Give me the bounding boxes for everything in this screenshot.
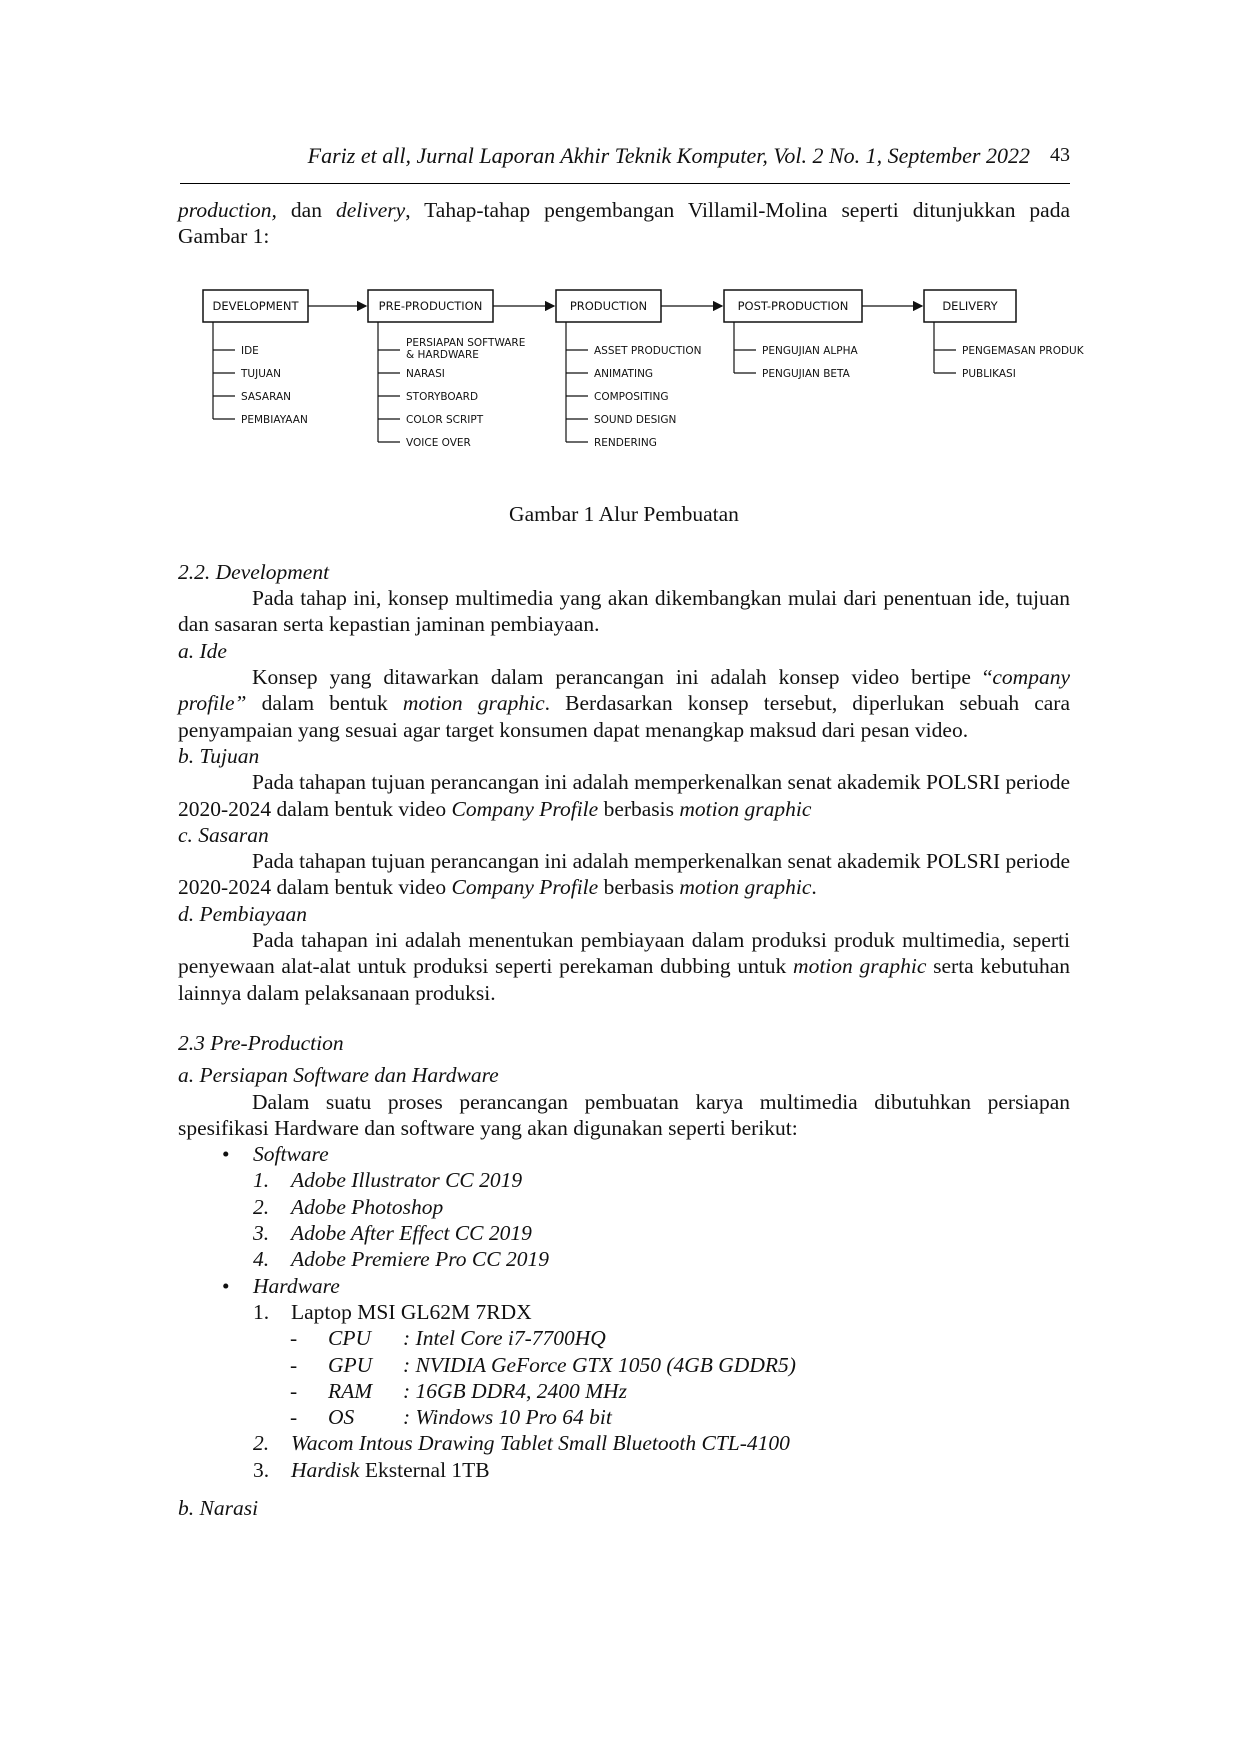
- stage-pre-production: [368, 290, 525, 449]
- text: . Berdasarkan konsep tersebut, diperlukan sebuah cara penyampaian yang sesuai agar target konsumen dapat menangkap maksud dari pesan video.: [178, 691, 1070, 742]
- stage-production: [556, 290, 702, 449]
- flow-diagram: [178, 290, 1084, 495]
- tujuan-paragraph: [178, 769, 1070, 822]
- software-bullet: [178, 1141, 1070, 1167]
- text: Pada tahapan ini adalah menentukan pembiayaan dalam produksi produk multimedia, seperti penyewaan alat-alat untuk produksi seperti perekaman dubbing untuk: [178, 928, 1070, 979]
- term: motion graphic: [402, 691, 545, 716]
- item-text: Adobe Illustrator CC 2019: [291, 1168, 523, 1193]
- running-header: [180, 143, 1070, 184]
- item-number: 2.: [253, 1431, 270, 1456]
- stage-item: VOICE OVER: [406, 436, 471, 449]
- item-text: Hardisk: [291, 1457, 360, 1482]
- list-item: [178, 1220, 1070, 1246]
- subheading-narasi: b. Narasi: [178, 1495, 259, 1520]
- running-title: Fariz et all, Jurnal Laporan Akhir Teknik Komputer, Vol. 2 No. 1, September 2022: [307, 143, 1030, 168]
- list-item: [178, 1299, 1070, 1325]
- hardware-bullet: [178, 1273, 1070, 1299]
- section-heading-pre-production: 2.3 Pre-Production: [178, 1030, 344, 1055]
- spec-row: [178, 1325, 1070, 1351]
- spec-key: CPU: [328, 1326, 371, 1351]
- stage-item: TUJUAN: [241, 367, 281, 380]
- spec-row: [178, 1352, 1070, 1378]
- page-number: 43: [1050, 144, 1070, 166]
- spec-key: RAM: [328, 1378, 373, 1403]
- item-text: Adobe Premiere Pro CC 2019: [291, 1247, 549, 1272]
- spec-value: : Intel Core i7-7700HQ: [403, 1326, 606, 1351]
- stage-item: PEMBIAYAAN: [241, 413, 308, 426]
- list-item: [178, 1194, 1070, 1220]
- subheading-pembiayaan: d. Pembiayaan: [178, 901, 307, 926]
- pembiayaan-paragraph: [178, 927, 1070, 1006]
- item-number: 3.: [253, 1221, 270, 1246]
- intro-paragraph: [178, 197, 1070, 250]
- term-delivery: delivery: [335, 198, 406, 222]
- subheading-tujuan: b. Tujuan: [178, 743, 260, 768]
- text-dan: dan: [276, 198, 336, 222]
- stage-item: PENGUJIAN BETA: [762, 367, 850, 380]
- bullet-glyph: •: [222, 1273, 230, 1298]
- dash: -: [290, 1405, 298, 1430]
- software-label: Software: [253, 1142, 329, 1167]
- stage-item: PENGEMASAN PRODUK: [962, 344, 1084, 357]
- item-text: Wacom Intous Drawing Tablet Small Bluetooth CTL-4100: [291, 1431, 790, 1456]
- text: serta kebutuhan lainnya dalam pelaksanaan produksi.: [178, 954, 1070, 1005]
- stage-development: [203, 290, 308, 426]
- item-number: 1.: [253, 1299, 270, 1324]
- stage-item: PERSIAPAN SOFTWARE: [406, 336, 526, 349]
- stage-item: SOUND DESIGN: [594, 413, 677, 426]
- subheading-sasaran: c. Sasaran: [178, 822, 269, 847]
- spec-row: [178, 1378, 1070, 1404]
- stage-item: IDE: [241, 344, 259, 357]
- spec-value: : NVIDIA GeForce GTX 1050 (4GB GDDR5): [403, 1352, 796, 1377]
- dash: -: [290, 1378, 298, 1403]
- text-intro-rest: , Tahap-tahap pengembangan Villamil-Molina seperti ditunjukkan pada Gambar 1:: [178, 198, 1071, 249]
- hardware-label: Hardware: [253, 1273, 340, 1298]
- text: .: [811, 875, 817, 900]
- stage-item: COMPOSITING: [594, 390, 669, 403]
- item-text: Adobe Photoshop: [291, 1194, 444, 1219]
- item-number: 2.: [253, 1194, 270, 1219]
- dash: -: [290, 1326, 298, 1351]
- stage-item: STORYBOARD: [406, 390, 479, 403]
- text: Konsep yang ditawarkan dalam perancangan ini adalah konsep video bertipe “: [252, 665, 993, 690]
- item-number: 3.: [253, 1457, 270, 1482]
- text: dalam bentuk: [246, 691, 403, 716]
- term: motion graphic: [679, 796, 812, 821]
- item-text: Adobe After Effect CC 2019: [291, 1221, 532, 1246]
- subheading-persiapan: a. Persiapan Software dan Hardware: [178, 1063, 499, 1088]
- text: berbasis: [598, 875, 680, 900]
- development-paragraph: Pada tahap ini, konsep multimedia yang akan dikembangkan mulai dari penentuan ide, tujuan dan sasaran serta kepastian jaminan pembiayaan.: [178, 586, 1070, 637]
- spec-key: OS: [328, 1405, 355, 1430]
- stage-item: COLOR SCRIPT: [406, 413, 484, 426]
- term-production: production,: [178, 198, 277, 222]
- text: Pada tahapan tujuan perancangan ini adalah memperkenalkan senat akademik POLSRI periode 2020-2024 dalam bentuk video: [178, 849, 1070, 900]
- stage-title: PRE-PRODUCTION: [378, 298, 483, 313]
- persiapan-paragraph: Dalam suatu proses perancangan pembuatan karya multimedia dibutuhkan persiapan spesifikasi Hardware dan software yang akan digunakan seperti berikut:: [178, 1089, 1070, 1140]
- stage-item: PENGUJIAN ALPHA: [762, 344, 858, 357]
- stage-item: ASSET PRODUCTION: [594, 344, 702, 357]
- stage-title: POST-PRODUCTION: [737, 298, 849, 313]
- stage-delivery: [924, 290, 1085, 380]
- list-item: [178, 1430, 1070, 1456]
- item-number: 4.: [253, 1247, 270, 1272]
- bullet-glyph: •: [222, 1142, 230, 1167]
- flow-figure: [178, 290, 1084, 495]
- term: motion graphic: [679, 875, 812, 900]
- list-item: [178, 1167, 1070, 1193]
- stage-item: ANIMATING: [594, 367, 654, 380]
- term: Company Profile: [451, 875, 599, 900]
- figure-caption: Gambar 1 Alur Pembuatan: [509, 501, 739, 526]
- stage-item: PUBLIKASI: [962, 367, 1016, 380]
- term: company profile”: [178, 665, 1070, 716]
- spec-row: [178, 1404, 1070, 1430]
- term: motion graphic: [793, 954, 927, 979]
- term: Company Profile: [451, 796, 599, 821]
- text: Pada tahapan tujuan perancangan ini adalah memperkenalkan senat akademik POLSRI periode 2020-2024 dalam bentuk video: [178, 770, 1070, 821]
- sasaran-paragraph: [178, 848, 1070, 901]
- stage-item: RENDERING: [594, 436, 657, 449]
- text: berbasis: [598, 796, 680, 821]
- dash: -: [290, 1352, 298, 1377]
- stage-title: DELIVERY: [942, 298, 998, 313]
- list-item: [178, 1246, 1070, 1272]
- item-text: Laptop MSI GL62M 7RDX: [291, 1299, 532, 1324]
- spec-key: GPU: [328, 1352, 373, 1377]
- item-text: Eksternal 1TB: [359, 1457, 490, 1482]
- stage-item: NARASI: [406, 367, 445, 380]
- stage-title: PRODUCTION: [569, 298, 648, 313]
- ide-paragraph: [178, 664, 1070, 743]
- subheading-ide: a. Ide: [178, 638, 227, 663]
- page-body: [178, 197, 1084, 1521]
- stage-item: & HARDWARE: [406, 348, 479, 361]
- list-item: [178, 1457, 1070, 1483]
- stage-title: DEVELOPMENT: [212, 298, 299, 313]
- spec-value: : 16GB DDR4, 2400 MHz: [403, 1378, 627, 1403]
- stage-item: SASARAN: [241, 390, 291, 403]
- section-heading-development: 2.2. Development: [178, 559, 330, 584]
- item-number: 1.: [253, 1168, 270, 1193]
- stage-post-production: [724, 290, 862, 380]
- spec-value: : Windows 10 Pro 64 bit: [403, 1405, 612, 1430]
